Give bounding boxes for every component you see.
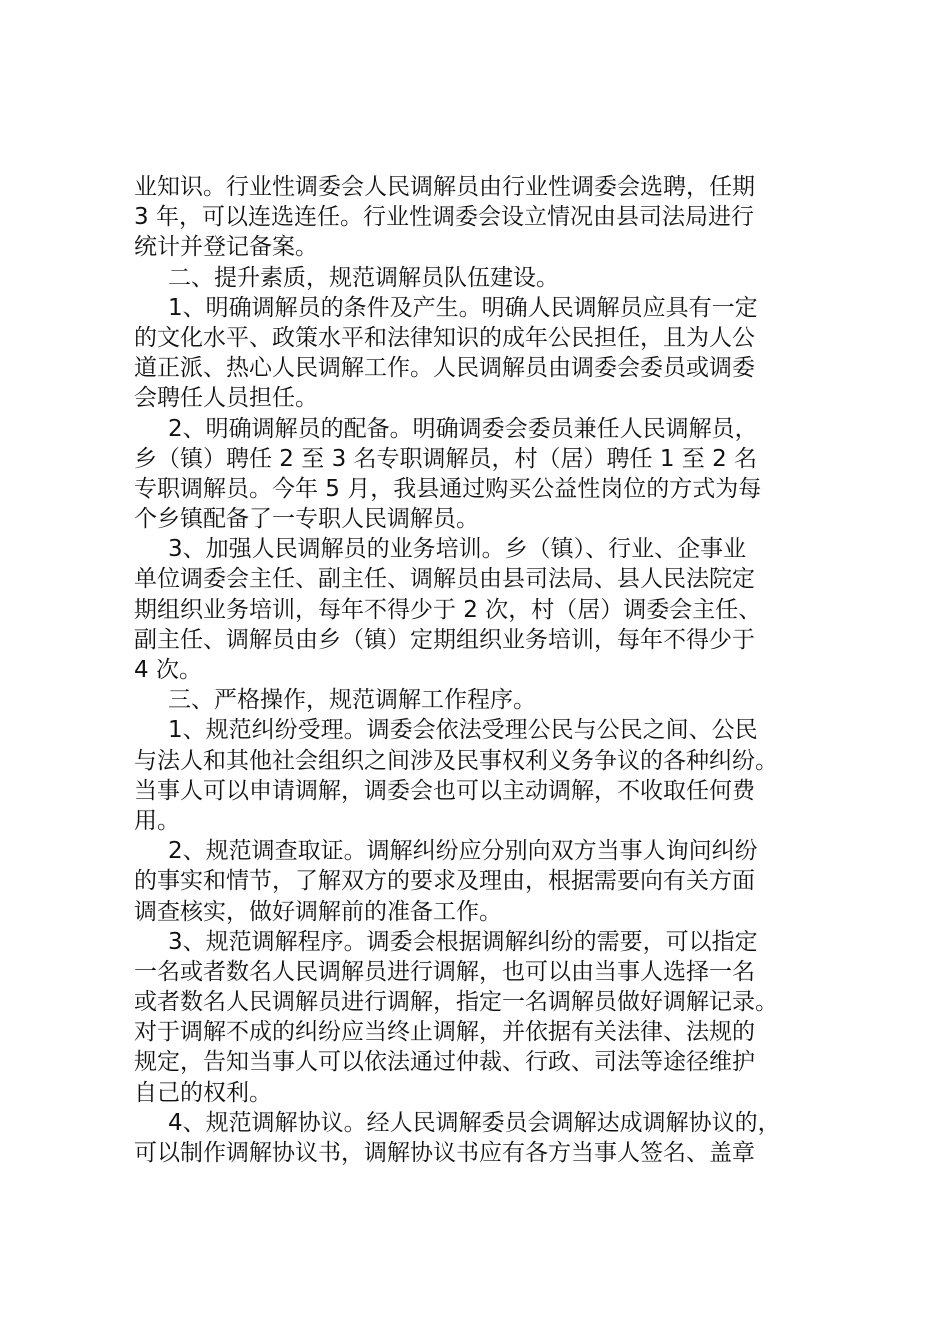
text-line: 乡（镇）聘任 2 至 3 名专职调解员，村（居）聘任 1 至 2 名 bbox=[134, 445, 758, 472]
text-line: 3 年，可以连选连任。行业性调委会设立情况由县司法局进行 bbox=[134, 204, 754, 231]
text-line: 道正派、热心人民调解工作。人民调解员由调委会委员或调委 bbox=[134, 355, 755, 382]
text-line: 当事人可以申请调解，调委会也可以主动调解，不收取任何费 bbox=[134, 777, 755, 804]
text-line: 会聘任人员担任。 bbox=[134, 385, 318, 412]
text-line: 单位调委会主任、副主任、调解员由县司法局、县人民法院定 bbox=[134, 566, 755, 593]
text-line: 规定，告知当事人可以依法通过仲裁、行政、司法等途径维护 bbox=[134, 1049, 755, 1076]
text-line: 期组织业务培训，每年不得少于 2 次，村（居）调委会主任、 bbox=[134, 596, 762, 623]
text-line: 可以制作调解协议书，调解协议书应有各方当事人签名、盖章 bbox=[134, 1140, 755, 1166]
paragraph-first-line: 1、明确调解员的条件及产生。明确人民调解员应具有一定 bbox=[168, 294, 758, 321]
text-line: 副主任、调解员由乡（镇）定期组织业务培训，每年不得少于 bbox=[134, 626, 755, 653]
text-line: 与法人和其他社会组织之间涉及民事权利义务争议的各种纠纷。 bbox=[134, 747, 778, 774]
text-line: 对于调解不成的纠纷应当终止调解，并依据有关法律、法规的 bbox=[134, 1019, 755, 1046]
paragraph-first-line: 3、加强人民调解员的业务培训。乡（镇）、行业、企事业 bbox=[168, 536, 747, 563]
text-line: 用。 bbox=[134, 807, 180, 834]
paragraph-first-line: 1、规范纠纷受理。调委会依法受理公民与公民之间、公民 bbox=[168, 717, 758, 744]
text-line: 或者数名人民调解员进行调解，指定一名调解员做好调解记录。 bbox=[134, 989, 778, 1016]
text-line: 统计并登记备案。 bbox=[134, 234, 318, 261]
text-line: 调查核实，做好调解前的准备工作。 bbox=[134, 898, 502, 925]
text-line: 一名或者数名人民调解员进行调解，也可以由当事人选择一名 bbox=[134, 958, 755, 985]
paragraph-first-line: 4、规范调解协议。经人民调解委员会调解达成调解协议的， bbox=[168, 1109, 781, 1136]
text-line: 业知识。行业性调委会人民调解员由行业性调委会选聘，任期 bbox=[134, 174, 755, 200]
text-line: 的文化水平、政策水平和法律知识的成年公民担任，且为人公 bbox=[134, 324, 755, 351]
text-line: 自己的权利。 bbox=[134, 1079, 272, 1106]
paragraph-first-line: 2、规范调查取证。调解纠纷应分别向双方当事人询问纠纷 bbox=[168, 838, 758, 865]
paragraph-first-line: 3、规范调解程序。调委会根据调解纠纷的需要，可以指定 bbox=[168, 928, 758, 955]
paragraph-first-line: 三、严格操作，规范调解工作程序。 bbox=[168, 687, 536, 714]
text-line: 4 次。 bbox=[134, 657, 202, 683]
document-body bbox=[134, 172, 834, 1168]
text-line: 的事实和情节，了解双方的要求及理由，根据需要向有关方面 bbox=[134, 868, 755, 895]
text-line: 专职调解员。今年 5 月，我县通过购买公益性岗位的方式为每 bbox=[134, 475, 762, 502]
paragraph-first-line: 2、明确调解员的配备。明确调委会委员兼任人民调解员， bbox=[168, 415, 758, 442]
paragraph-first-line: 二、提升素质，规范调解员队伍建设。 bbox=[168, 264, 559, 291]
text-line: 个乡镇配备了一专职人民调解员。 bbox=[134, 506, 479, 533]
